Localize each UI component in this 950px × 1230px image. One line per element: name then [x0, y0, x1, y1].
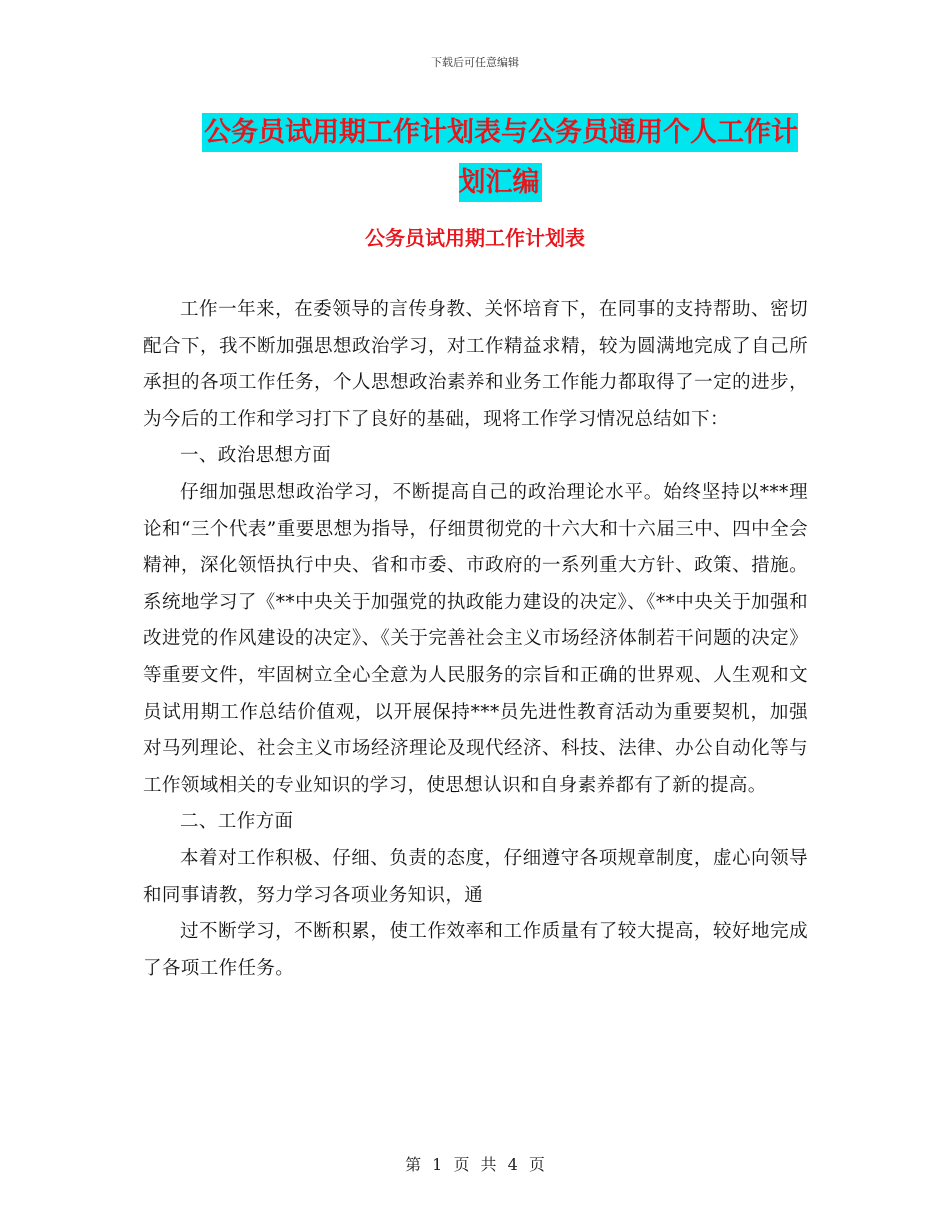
body-text	[143, 292, 808, 987]
document-title-text: 公务员试用期工作计划表与公务员通用个人工作计划汇编	[202, 113, 798, 202]
paragraph-work: 本着对工作积极、仔细、负责的态度，仔细遵守各项规章制度，虚心向领导和同事请教，努力学习各项业务知识，通	[143, 847, 808, 906]
section-title: 公务员试用期工作计划表	[365, 226, 585, 250]
heading-work: 二、工作方面	[180, 811, 294, 833]
paragraph-work-continued: 过不断学习，不断积累，使工作效率和工作质量有了较大提高，较好地完成了各项工作任务。	[143, 921, 808, 979]
paragraph-politics: 仔细加强思想政治学习，不断提高自己的政治理论水平。始终坚持以***理论和“三个代表”重要思想为指导，仔细贯彻党的十六大和十六届三中、四中全会精神，深化领悟执行中央、省和市委、市政府的一系列重大方针、政策、措施。系统地学习了《**中央关于加强党的执政能力建设的决定》、《**中央关于加强和改进党的作风建设的决定》、《关于完善社会主义市场经济体制若干问题的决定》等重要文件，牢固树立全心全意为人民服务的宗旨和正确的世界观、人生观和文员试用期工作总结价值观，以开展保持***员先进性教育活动为重要契机，加强对马列理论、社会主义市场经济理论及现代经济、科技、法律、办公自动化等与工作领域相关的专业知识的学习，使思想认识和自身素养都有了新的提高。	[143, 481, 808, 796]
page-footer: 第 1 页 共 4 页	[405, 1155, 545, 1174]
paragraph-intro: 工作一年来，在委领导的言传身教、关怀培育下，在同事的支持帮助、密切配合下，我不断加强思想政治学习，对工作精益求精，较为圆满地完成了自己所承担的各项工作任务，个人思想政治素养和业务工作能力都取得了一定的进步，为今后的工作和学习打下了良好的基础，现将工作学习情况总结如下：	[143, 299, 808, 430]
header-note: 下载后可任意编辑	[431, 56, 519, 69]
document-title	[190, 108, 810, 208]
heading-politics: 一、政治思想方面	[180, 445, 332, 467]
